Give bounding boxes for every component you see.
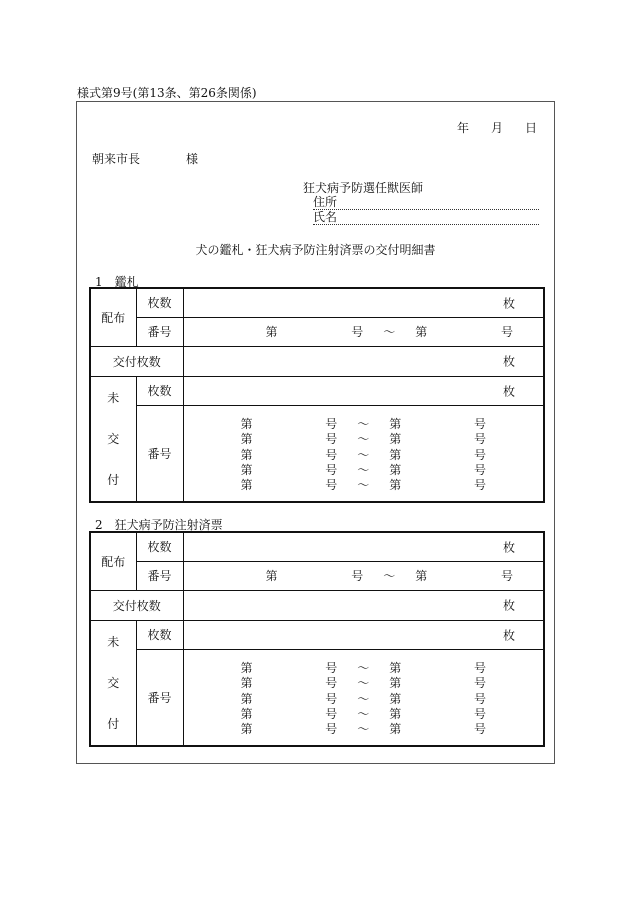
- form-reference: 様式第9号(第13条、第26条関係): [77, 86, 257, 100]
- undelivered-char: 未: [107, 634, 120, 649]
- month-label: 月: [490, 121, 503, 135]
- count-label: 枚数: [136, 620, 183, 649]
- unit-label: 枚: [502, 296, 515, 311]
- undelivered-char: 付: [107, 473, 120, 488]
- distributed-count-cell[interactable]: [183, 532, 544, 561]
- number-ranges: [184, 656, 544, 739]
- undelivered-char: 未: [107, 390, 120, 405]
- address-field[interactable]: [313, 195, 539, 210]
- count-label: 枚数: [136, 532, 183, 561]
- tag-table: [89, 287, 545, 503]
- section-heading-tag: 1 鑑札: [95, 275, 139, 289]
- address-label: 住所: [313, 195, 338, 209]
- number-label: 番号: [136, 317, 183, 346]
- number-range-row: 第 号 〜 第 号: [240, 432, 486, 447]
- number-range-row: 第 号 〜 第 号: [240, 676, 486, 691]
- vet-title: 狂犬病予防選任獣医師: [303, 181, 424, 195]
- distributed-label: 配布: [90, 532, 136, 590]
- name-field[interactable]: [313, 210, 539, 225]
- issued-count-label: 交付枚数: [90, 590, 183, 620]
- number-range-row: 第 号 〜 第 号: [240, 722, 486, 737]
- number-range-row: 第 号 〜 第 号: [240, 416, 486, 431]
- day-label: 日: [524, 121, 537, 135]
- undelivered-char: 付: [107, 717, 120, 732]
- number-range-row: 第 号 〜 第 号: [240, 478, 486, 493]
- issued-count-cell[interactable]: [183, 590, 544, 620]
- distributed-number-cell[interactable]: [183, 561, 544, 590]
- number-range-row: 第 号 〜 第 号: [240, 707, 486, 722]
- undelivered-label: [90, 620, 136, 746]
- date-line: [457, 119, 537, 136]
- number-label: 番号: [136, 649, 183, 745]
- year-label: 年: [456, 121, 469, 135]
- number-label: 番号: [136, 405, 183, 501]
- number-range: [184, 323, 544, 340]
- issued-count-label: 交付枚数: [90, 346, 183, 376]
- unit-label: 枚: [502, 540, 515, 555]
- distributed-number-cell[interactable]: [183, 317, 544, 346]
- name-label: 氏名: [313, 210, 338, 224]
- unit-label: 枚: [502, 598, 515, 613]
- no-prefix: 第: [415, 325, 428, 339]
- undelivered-char: 交: [107, 675, 120, 690]
- tilde: 〜: [383, 325, 396, 339]
- number-range-row: 第 号 〜 第 号: [240, 463, 486, 478]
- unit-label: 枚: [502, 628, 515, 643]
- issued-count-cell[interactable]: [183, 346, 544, 376]
- distributed-label: 配布: [90, 288, 136, 346]
- number-ranges: [184, 412, 544, 495]
- no-prefix: 第: [265, 325, 278, 339]
- form-frame: [76, 101, 555, 764]
- undelivered-label: [90, 376, 136, 502]
- count-label: 枚数: [136, 288, 183, 317]
- undelivered-count-cell[interactable]: [183, 376, 544, 405]
- undelivered-count-cell[interactable]: [183, 620, 544, 649]
- certificate-table: [89, 531, 545, 747]
- unit-label: 枚: [502, 384, 515, 399]
- number-range-row: 第 号 〜 第 号: [240, 691, 486, 706]
- number-range: 第 号 〜 第 号: [265, 569, 513, 583]
- number-label: 番号: [136, 561, 183, 590]
- document-title: 犬の鑑札・狂犬病予防注射済票の交付明細書: [195, 243, 436, 257]
- addressee-name: 朝来市長: [92, 152, 141, 166]
- undelivered-number-cell[interactable]: [183, 405, 544, 501]
- number-range-row: 第 号 〜 第 号: [240, 660, 486, 675]
- count-label: 枚数: [136, 376, 183, 405]
- unit-label: 枚: [502, 354, 515, 369]
- section-heading-certificate: 2 狂犬病予防注射済票: [95, 518, 223, 532]
- number-range-row: 第 号 〜 第 号: [240, 447, 486, 462]
- distributed-count-cell[interactable]: [183, 288, 544, 317]
- addressee-honorific: 様: [186, 152, 199, 166]
- undelivered-char: 交: [107, 431, 120, 446]
- undelivered-number-cell[interactable]: [183, 649, 544, 745]
- addressee: [92, 150, 198, 167]
- no-suffix: 号: [351, 325, 364, 339]
- no-suffix: 号: [500, 325, 513, 339]
